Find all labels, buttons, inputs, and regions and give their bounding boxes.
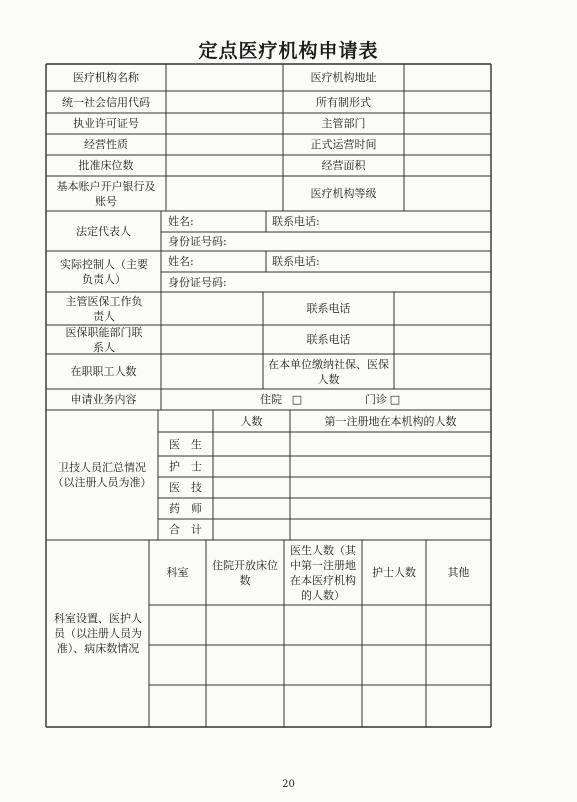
dept-col-nurses: 护士人数 [372,566,416,579]
checkbox-inpatient[interactable]: □ [291,393,303,406]
label-staff-section: 卫技人员汇总情况（以注册人员为准） [52,461,152,489]
label-supervisor-dept: 主管部门 [321,117,366,130]
label-approved-beds: 批准床位数 [78,159,134,172]
field-institution-address[interactable] [404,64,491,91]
field-ownership[interactable] [404,91,491,113]
staff-col-count: 人数 [240,414,263,428]
label-inpatient: 住院 [260,393,282,406]
field-insurance-contact[interactable] [161,325,263,354]
checkbox-outpatient[interactable]: □ [389,393,401,406]
field-institution-name[interactable] [166,64,283,91]
staff-row-pharmacist: 药 师 [169,502,202,515]
page-number: 20 [282,779,295,790]
dept-col-beds: 住院开放床位数 [212,558,278,587]
label-insurance-head: 主管医保工作负责人 [65,294,143,323]
label-outpatient: 门诊 [365,393,387,406]
dept-col-other: 其他 [447,566,470,579]
controller-id-label: 身份证号码: [168,275,227,289]
label-legal-rep: 法定代表人 [76,224,131,238]
staff-row-technician: 医 技 [169,481,202,494]
dept-col-dept: 科室 [166,566,189,579]
label-institution-name: 医疗机构名称 [73,71,139,84]
field-insurance-contact-phone[interactable] [394,325,491,354]
field-start-time[interactable] [404,134,491,155]
label-insurance-contact-phone: 联系电话 [306,333,351,346]
label-dept-section: 科室设置、医护人员（以注册人员为准）、病床数情况 [54,612,142,655]
field-supervisor-dept[interactable] [404,113,491,134]
controller-name-label: 姓名: [168,255,194,268]
legal-rep-id-label: 身份证号码: [168,235,227,248]
label-business: 申请业务内容 [70,393,137,406]
field-staff-count[interactable] [161,354,263,389]
controller-phone-label: 联系电话: [272,255,320,268]
staff-row-total: 合 计 [169,523,202,536]
label-controller: 实际控制人（主要负责人） [60,257,148,286]
field-credit-code[interactable] [166,91,283,113]
label-insurance-contact: 医保职能部门联系人 [65,325,143,354]
label-insured-count: 在本单位缴纳社保、医保人数 [268,357,389,386]
label-grade: 医疗机构等级 [310,187,377,200]
field-approved-beds[interactable] [166,155,283,176]
field-grade[interactable] [404,176,491,211]
label-license: 执业许可证号 [73,117,139,130]
field-insurance-head[interactable] [161,292,263,325]
label-start-time: 正式运营时间 [310,138,377,151]
legal-rep-phone-label: 联系电话: [272,215,320,228]
label-institution-address: 医疗机构地址 [310,71,377,84]
form-title: 定点医疗机构申请表 [198,40,379,62]
staff-col-first-registered: 第一注册地在本机构的人数 [324,414,457,428]
label-nature: 经营性质 [84,138,128,151]
field-license[interactable] [166,113,283,134]
label-area: 经营面积 [321,159,366,172]
legal-rep-name-label: 姓名: [168,215,194,228]
field-area[interactable] [404,155,491,176]
field-bank-account[interactable] [166,176,283,211]
field-insured-count[interactable] [394,354,491,389]
staff-row-nurse: 护 士 [169,460,202,473]
label-insurance-head-phone: 联系电话 [306,302,351,315]
dept-col-doctors: 医生人数（其中第一注册地在本医疗机构的人数） [290,543,356,602]
label-credit-code: 统一社会信用代码 [62,95,150,109]
staff-row-doctor: 医 生 [169,437,202,451]
label-staff-count: 在职职工人数 [70,365,137,378]
field-insurance-head-phone[interactable] [394,292,491,325]
label-bank-account: 基本账户开户银行及账号 [56,179,156,208]
label-ownership: 所有制形式 [316,95,371,109]
field-nature[interactable] [166,134,283,155]
